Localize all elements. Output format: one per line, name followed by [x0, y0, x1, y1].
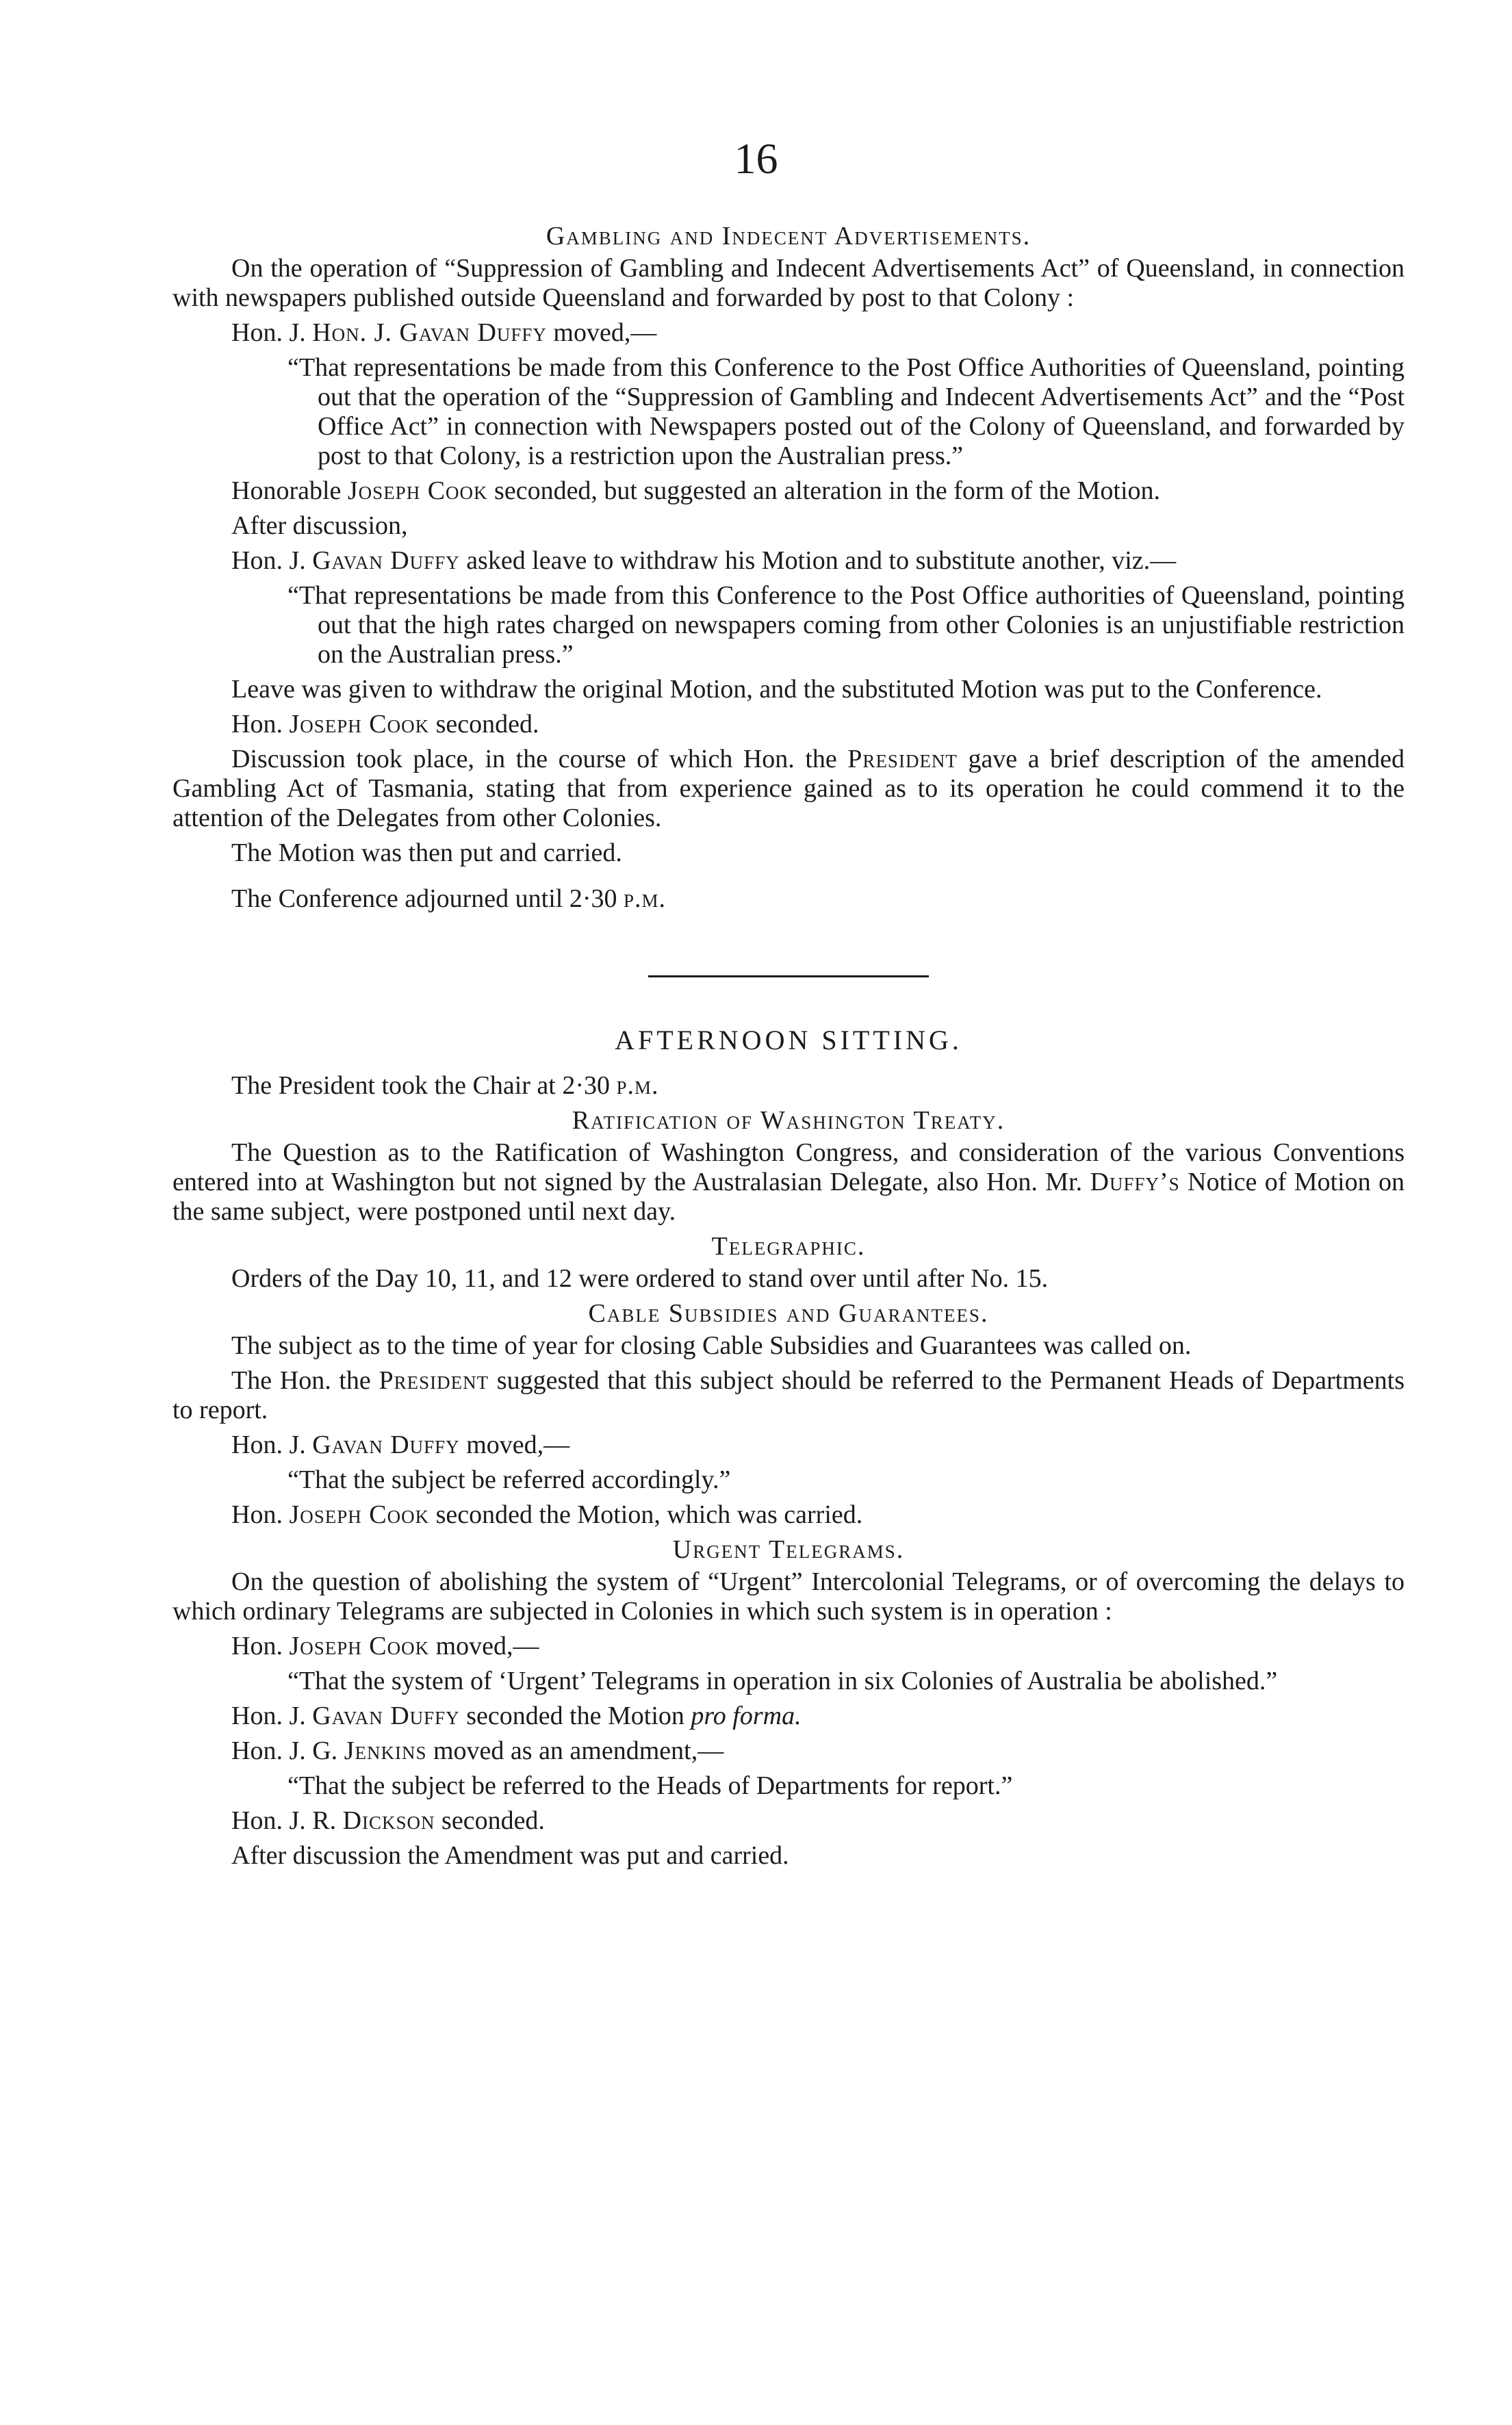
speaker-name: Hon. J. Gavan Duffy — [312, 318, 547, 347]
paragraph-text: The Hon. the — [231, 1366, 379, 1395]
paragraph-text: Hon. J. — [231, 1430, 313, 1459]
paragraph: After discussion, — [231, 511, 408, 540]
motion-quote: “That the system of ‘Urgent’ Telegrams in operation in six Colonies of Australia be abolished.” — [287, 1667, 1278, 1695]
paragraph: Orders of the Day 10, 11, and 12 were ordered to stand over until after No. 15. — [231, 1264, 1049, 1293]
paragraph — [172, 1500, 1405, 1530]
paragraph-text: The Conference adjourned until 2·30 — [231, 884, 624, 913]
section-heading-afternoon: AFTERNOON SITTING. — [615, 1025, 962, 1055]
motion-quote: “That the subject be referred accordingly.” — [287, 1465, 731, 1494]
paragraph — [172, 1430, 1405, 1460]
paragraph — [172, 546, 1405, 576]
paragraph: On the question of abolishing the system of “Urgent” Intercolonial Telegrams, or of overcoming the delays to which ordinary Telegrams are subjected in Colonies in which such system is in operation : — [172, 1567, 1405, 1626]
page-number: 16 — [734, 134, 778, 183]
paragraph-text: moved,— — [459, 1430, 570, 1459]
paragraph-text: seconded the Motion — [459, 1702, 691, 1730]
paragraph-text: Hon. J. R. — [231, 1806, 343, 1835]
speaker-name: Gavan Duffy — [312, 1430, 460, 1459]
paragraph-text: Hon. — [231, 1632, 290, 1660]
speaker-name: Joseph Cook — [347, 476, 488, 505]
paragraph — [172, 710, 1405, 739]
paragraph-text: Honorable — [231, 476, 348, 505]
paragraph — [172, 1736, 1405, 1766]
section-heading-cable: Cable Subsidies and Guarantees. — [588, 1299, 989, 1328]
speaker-name: Jenkins — [344, 1736, 427, 1765]
paragraph: After discussion the Amendment was put and carried. — [231, 1841, 789, 1870]
paragraph — [172, 1632, 1405, 1661]
section-divider — [648, 975, 929, 977]
paragraph-text: asked leave to withdraw his Motion and to substitute another, viz.— — [459, 546, 1177, 575]
section-heading-urgent: Urgent Telegrams. — [672, 1535, 905, 1564]
paragraph — [172, 1138, 1405, 1227]
paragraph-text: Hon. J. — [231, 546, 313, 575]
motion-quote: “That representations be made from this Conference to the Post Office authorities of Queensland, pointing out that the high rates charged on newspapers coming from other Colonies is an unjustifiable restriction on the Australian press.” — [287, 581, 1405, 669]
speaker-name: Gavan Duffy — [312, 1702, 460, 1730]
paragraph-text: Hon. — [231, 710, 290, 739]
paragraph-text: seconded. — [429, 710, 539, 739]
paragraph — [172, 1366, 1405, 1425]
paragraph-text: seconded the Motion, which was carried. — [429, 1500, 863, 1529]
paragraph: Leave was given to withdraw the original Motion, and the substituted Motion was put to the Conference. — [231, 675, 1322, 704]
speaker-name: Joseph Cook — [289, 710, 430, 739]
paragraph-text: The President took the Chair at 2·30 — [231, 1071, 617, 1100]
paragraph — [172, 1071, 1405, 1101]
paragraph-text: seconded. — [435, 1806, 545, 1835]
speaker-name: Dickson — [342, 1806, 435, 1835]
paragraph-text: Hon. J. — [231, 1702, 313, 1730]
paragraph — [172, 1702, 1405, 1731]
speaker-name: Gavan Duffy — [312, 546, 460, 575]
paragraph — [172, 1806, 1405, 1836]
paragraph-text: suggested that this subject should be referred to the Permanent Heads of Departments to report. — [172, 1366, 1405, 1424]
paragraph-text: moved,— — [546, 318, 657, 347]
speaker-name: President — [379, 1366, 489, 1395]
paragraph-text: Discussion took place, in the course of which Hon. the — [231, 745, 848, 773]
paragraph — [172, 745, 1405, 833]
paragraph — [172, 884, 1405, 914]
section-heading-gambling: Gambling and Indecent Advertisements. — [546, 222, 1032, 251]
paragraph-text: seconded, but suggested an alteration in the form of the Motion. — [487, 476, 1161, 505]
paragraph — [172, 476, 1405, 506]
paragraph-text: Notice of Motion on the same subject, were postponed until next day. — [172, 1168, 1405, 1226]
paragraph-text: moved,— — [429, 1632, 539, 1660]
paragraph-text: gave a brief description of the amended Gambling Act of Tasmania, stating that from experience gained as to its operation he could commend it to the attention of the Delegates from other Colonies. — [172, 745, 1405, 832]
section-heading-telegraphic: Telegraphic. — [711, 1232, 866, 1261]
section-heading-washington: Ratification of Washington Treaty. — [572, 1106, 1005, 1135]
paragraph-text: moved as an amendment,— — [426, 1736, 724, 1765]
page-body — [172, 216, 1405, 1876]
motion-quote: “That the subject be referred to the Heads of Departments for report.” — [287, 1771, 1013, 1800]
paragraph: On the operation of “Suppression of Gambling and Indecent Advertisements Act” of Queensland, in connection with newspapers published outside Queensland and forwarded by post to that Colony : — [172, 254, 1405, 312]
paragraph-text: Hon. J. G. — [231, 1736, 344, 1765]
latin-phrase: pro forma. — [691, 1702, 802, 1730]
speaker-name: Duffy’s — [1090, 1168, 1180, 1196]
paragraph: The subject as to the time of year for closing Cable Subsidies and Guarantees was called on. — [231, 1331, 1192, 1360]
paragraph-text: Hon. — [231, 1500, 290, 1529]
speaker-name: Joseph Cook — [289, 1500, 430, 1529]
motion-quote: “That representations be made from this Conference to the Post Office Authorities of Queensland, pointing out that the operation of the “Suppression of Gambling and Indecent Advertisements Act” and the “Post Office Act” in connection with Newspapers posted out of the Colony of Queensland, and forwarded by post to that Colony, is a restriction upon the Australian press.” — [287, 353, 1405, 470]
time-suffix: p.m. — [623, 884, 666, 913]
paragraph-text: The Question as to the Ratification of Washington Congress, and consideration of the various Conventions entered into at Washington but not signed by the Australasian Delegate, also Hon. Mr. — [172, 1138, 1405, 1196]
time-suffix: p.m. — [616, 1071, 659, 1100]
paragraph: Hon. J. Hon. J. Gavan Duffy moved,— — [231, 318, 657, 347]
speaker-name: President — [847, 745, 958, 773]
paragraph: The Motion was then put and carried. — [231, 838, 622, 867]
speaker-name: Joseph Cook — [289, 1632, 430, 1660]
